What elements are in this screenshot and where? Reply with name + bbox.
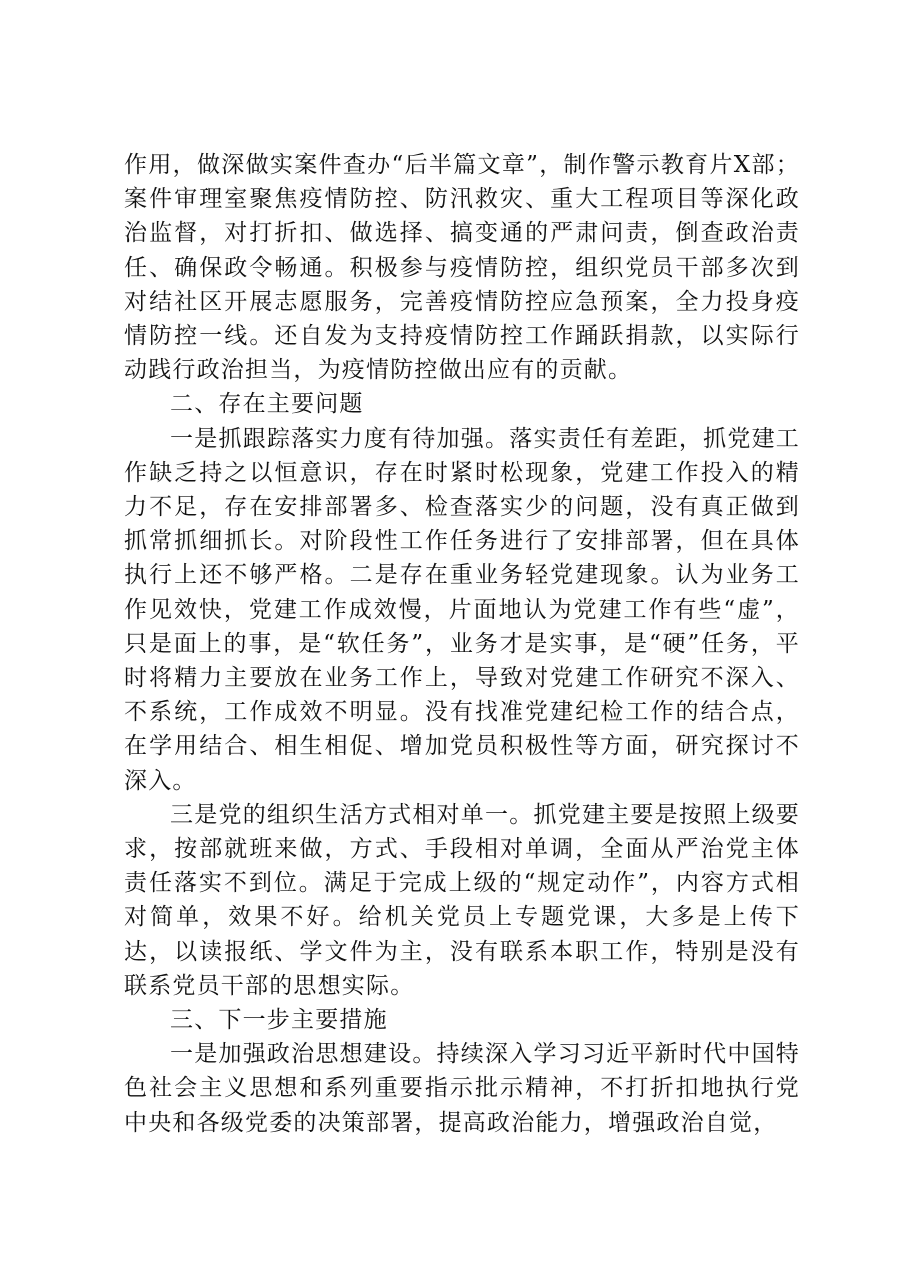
paragraph-work-summary: 作用，做深做实案件查办“后半篇文章”，制作警示教育片X部；案件审理室聚焦疫情防控、防汛救灾、重大工程项目等深化政治监督，对打折扣、做选择、搞变通的严肃问责，倒查政治责任、确保政令畅通。积极参与疫情防控，组织党员干部多次到对结社区开展志愿服务，完善疫情防控应急预案，全力投身疫情防控一线。还自发为支持疫情防控工作踊跃捐款，以实际行动践行政治担当，为疫情防控做出应有的贡献。: [124, 152, 800, 384]
section-heading-next-measures: 三、下一步主要措施: [170, 1007, 388, 1034]
document-body: [124, 148, 800, 1140]
paragraph-problem-follow-up: 一是抓跟踪落实力度有待加强。落实责任有差距，抓党建工作缺乏持之以恒意识，存在时紧时松现象，党建工作投入的精力不足，存在安排部署多、检查落实少的问题，没有真正做到抓常抓细抓长。对阶段性工作任务进行了安排部署，但在具体执行上还不够严格。二是存在重业务轻党建现象。认为业务工作见效快，党建工作成效慢，片面地认为党建工作有些“虚”，只是面上的事，是“软任务”，业务才是实事，是“硬”任务，平时将精力主要放在业务工作上，导致对党建工作研究不深入、不系统，工作成效不明显。没有找准党建纪检工作的结合点，在学用结合、相生相促、增加党员积极性等方面，研究探讨不深入。: [124, 425, 800, 794]
section-heading-existing-problems: 二、存在主要问题: [170, 391, 364, 418]
paragraph-problem-organization-life: 三是党的组织生活方式相对单一。抓党建主要是按照上级要求，按部就班来做，方式、手段相对单调，全面从严治党主体责任落实不到位。满足于完成上级的“规定动作”，内容方式相对简单，效果不好。给机关党员上专题党课，大多是上传下达，以读报纸、学文件为主，没有联系本职工作，特别是没有联系党员干部的思想实际。: [124, 801, 800, 999]
paragraph-measure-political-thought: 一是加强政治思想建设。持续深入学习习近平新时代中国特色社会主义思想和系列重要指示批示精神，不打折扣地执行党中央和各级党委的决策部署，提高政治能力，增强政治自觉，: [124, 1041, 800, 1136]
